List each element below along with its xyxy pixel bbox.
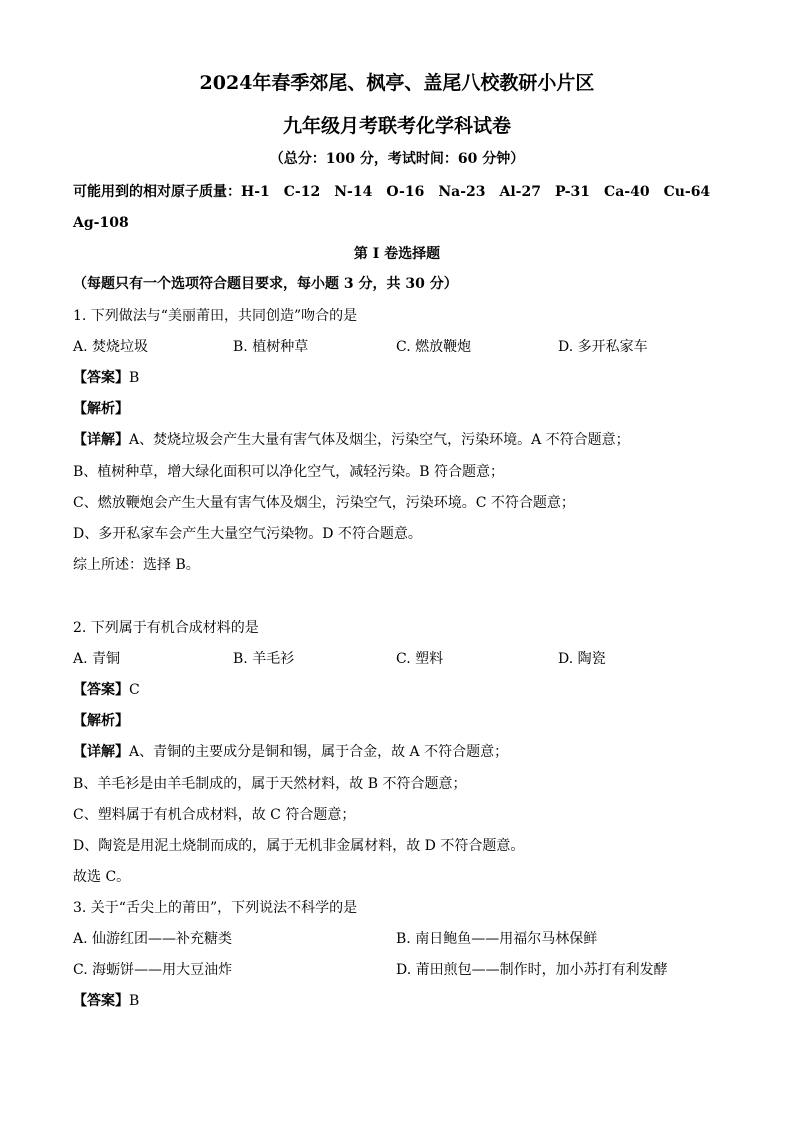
exam-title-line2: 九年级月考联考化学科试卷	[282, 115, 511, 137]
q1-explain-line: B、植树种草，增大绿化面积可以净化空气，减轻污染。B 符合题意；	[73, 464, 505, 480]
q1-detail	[73, 430, 630, 450]
q1-explain-line: D、多开私家车会产生大量空气污染物。D 不符合题意。	[73, 526, 422, 542]
q1-analysis-label: 【解析】	[73, 401, 129, 417]
exam-info: （总分：100 分，考试时间：60 分钟）	[269, 151, 525, 167]
detail-label: 【详解】	[73, 432, 129, 448]
q2-detail	[73, 742, 508, 762]
q1-detail-text: A、焚烧垃圾会产生大量有害气体及烟尘，污染空气，污染环境。A 不符合题意；	[129, 432, 630, 448]
q3-answer-value: B	[129, 993, 140, 1009]
q3-answer	[73, 991, 139, 1011]
q3-option-d: D. 莆田煎包——制作时，加小苏打有利发酵	[396, 962, 668, 978]
q1-answer	[73, 368, 139, 388]
q3-stem: 3. 关于“舌尖上的莆田”，下列说法不科学的是	[73, 900, 358, 916]
q2-conclusion: 故选 C。	[73, 869, 131, 885]
mass-item: C-12	[283, 184, 321, 200]
mass-item: Na-23	[438, 184, 486, 200]
q1-option-d: D. 多开私家车	[558, 339, 648, 355]
mass-item: P-31	[554, 184, 591, 200]
q2-answer	[73, 680, 140, 700]
q2-explain-line: C、塑料属于有机合成材料，故 C 符合题意；	[73, 807, 356, 823]
answer-label: 【答案】	[73, 682, 129, 698]
q1-explain-line: C、燃放鞭炮会产生大量有害气体及烟尘，污染空气，污染环境。C 不符合题意；	[73, 495, 575, 511]
q1-stem: 1. 下列做法与“美丽莆田，共同创造”吻合的是	[73, 308, 358, 324]
answer-label: 【答案】	[73, 370, 129, 386]
atomic-masses-label: 可能用到的相对原子质量：	[73, 184, 241, 200]
q1-option-a: A. 焚烧垃圾	[73, 339, 149, 355]
detail-label: 【详解】	[73, 744, 129, 760]
atomic-masses-cont: Ag-108	[73, 215, 129, 231]
q1-conclusion: 综上所述：选择 B。	[73, 557, 200, 573]
q2-answer-value: C	[129, 682, 140, 698]
q3-option-c: C. 海蛎饼——用大豆油炸	[73, 962, 233, 978]
q2-analysis-label: 【解析】	[73, 713, 129, 729]
q1-option-b: B. 植树种草	[233, 339, 309, 355]
exam-title-line1: 2024年春季郊尾、枫亭、盖尾八校教研小片区	[199, 72, 595, 94]
q1-option-c: C. 燃放鞭炮	[396, 339, 472, 355]
mass-item: O-16	[386, 184, 425, 200]
q2-option-b: B. 羊毛衫	[233, 651, 295, 667]
section-instruction: （每题只有一个选项符合题目要求，每小题 3 分，共 30 分）	[73, 276, 458, 292]
q2-option-d: D. 陶瓷	[558, 651, 606, 667]
q3-option-a: A. 仙游红团——补充糖类	[73, 931, 233, 947]
mass-item: Cu-64	[663, 184, 711, 200]
q2-explain-line: B、羊毛衫是由羊毛制成的，属于天然材料，故 B 不符合题意；	[73, 776, 467, 792]
q2-option-a: A. 青铜	[73, 651, 121, 667]
q2-detail-text: A、青铜的主要成分是铜和锡，属于合金，故 A 不符合题意；	[129, 744, 509, 760]
section-title: 第 I 卷选择题	[353, 246, 441, 262]
mass-item: Ca-40	[604, 184, 650, 200]
q3-option-b: B. 南日鲍鱼——用福尔马林保鲜	[396, 931, 598, 947]
q2-explain-line: D、陶瓷是用泥土烧制而成的，属于无机非金属材料，故 D 不符合题意。	[73, 838, 525, 854]
q2-option-c: C. 塑料	[396, 651, 444, 667]
atomic-masses	[73, 182, 710, 202]
q2-stem: 2. 下列属于有机合成材料的是	[73, 620, 259, 636]
mass-item: Al-27	[499, 184, 541, 200]
q1-answer-value: B	[129, 370, 140, 386]
mass-item: H-1	[241, 184, 270, 200]
mass-item: N-14	[334, 184, 373, 200]
answer-label: 【答案】	[73, 993, 129, 1009]
